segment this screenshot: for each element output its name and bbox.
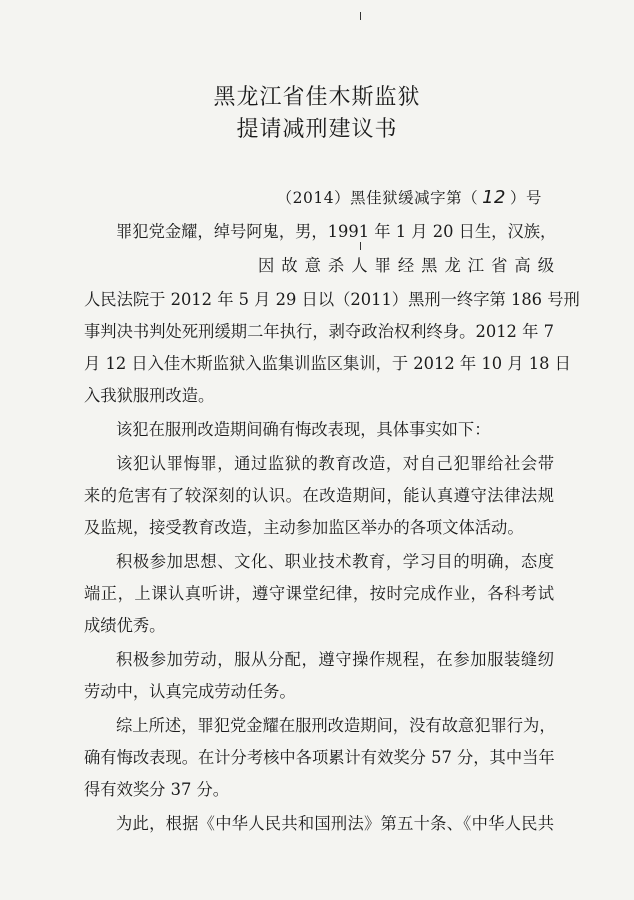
doc-no-handwritten-number: 12	[482, 187, 506, 208]
body-line: 来的危害有了较深刻的认识。在改造期间，能认真遵守法律法规	[84, 486, 554, 505]
document-title-line1: 黑龙江省佳木斯监狱	[213, 85, 421, 110]
document-title-line2: 提请减刑建议书	[236, 117, 398, 142]
scan-mark-middle	[360, 242, 361, 250]
body-line: 人民法院于 2012 年 5 月 29 日以（2011）黑刑一终字第 186 号刑	[84, 290, 580, 309]
document-number	[277, 186, 542, 208]
body-line: 综上所述，罪犯党金耀在服刑改造期间，没有故意犯罪行为，	[116, 716, 556, 735]
body-line: 积极参加思想、文化、职业技术教育，学习目的明确，态度	[116, 552, 554, 571]
scan-mark-top	[360, 12, 361, 20]
doc-no-suffix: ）号	[509, 189, 542, 207]
body-line: 因故意杀人罪经黑龙江省高级	[258, 256, 554, 275]
body-line: 该犯在服刑改造期间确有悔改表现，具体事实如下：	[116, 420, 491, 439]
body-line: 得有效奖分 37 分。	[84, 780, 230, 799]
body-line: 端正，上课认真听讲，遵守课堂纪律，按时完成作业，各科考试	[84, 584, 554, 603]
body-line: 劳动中，认真完成劳动任务。	[84, 682, 296, 701]
body-line: 成绩优秀。	[84, 616, 166, 635]
body-line: 入我狱服刑改造。	[84, 386, 215, 405]
body-line: 罪犯党金耀，绰号阿鬼，男，1991 年 1 月 20 日生，汉族，	[116, 222, 557, 241]
doc-no-prefix: （2014）黑佳狱缓减字第（	[276, 189, 479, 207]
body-line: 为此，根据《中华人民共和国刑法》第五十条、《中华人民共	[116, 814, 554, 833]
body-line: 积极参加劳动，服从分配，遵守操作规程，在参加服装缝纫	[116, 650, 554, 669]
body-line: 及监规，接受教育改造，主动参加监区举办的各项文体活动。	[84, 518, 524, 537]
body-line: 月 12 日入佳木斯监狱入监集训监区集训，于 2012 年 10 月 18 日	[84, 354, 571, 373]
body-line: 确有悔改表现。在计分考核中各项累计有效奖分 57 分，其中当年	[84, 748, 555, 767]
body-line: 事判决书判处死刑缓期二年执行，剥夺政治权利终身。2012 年 7	[84, 322, 554, 341]
body-line: 该犯认罪悔罪，通过监狱的教育改造，对自己犯罪给社会带	[116, 454, 554, 473]
